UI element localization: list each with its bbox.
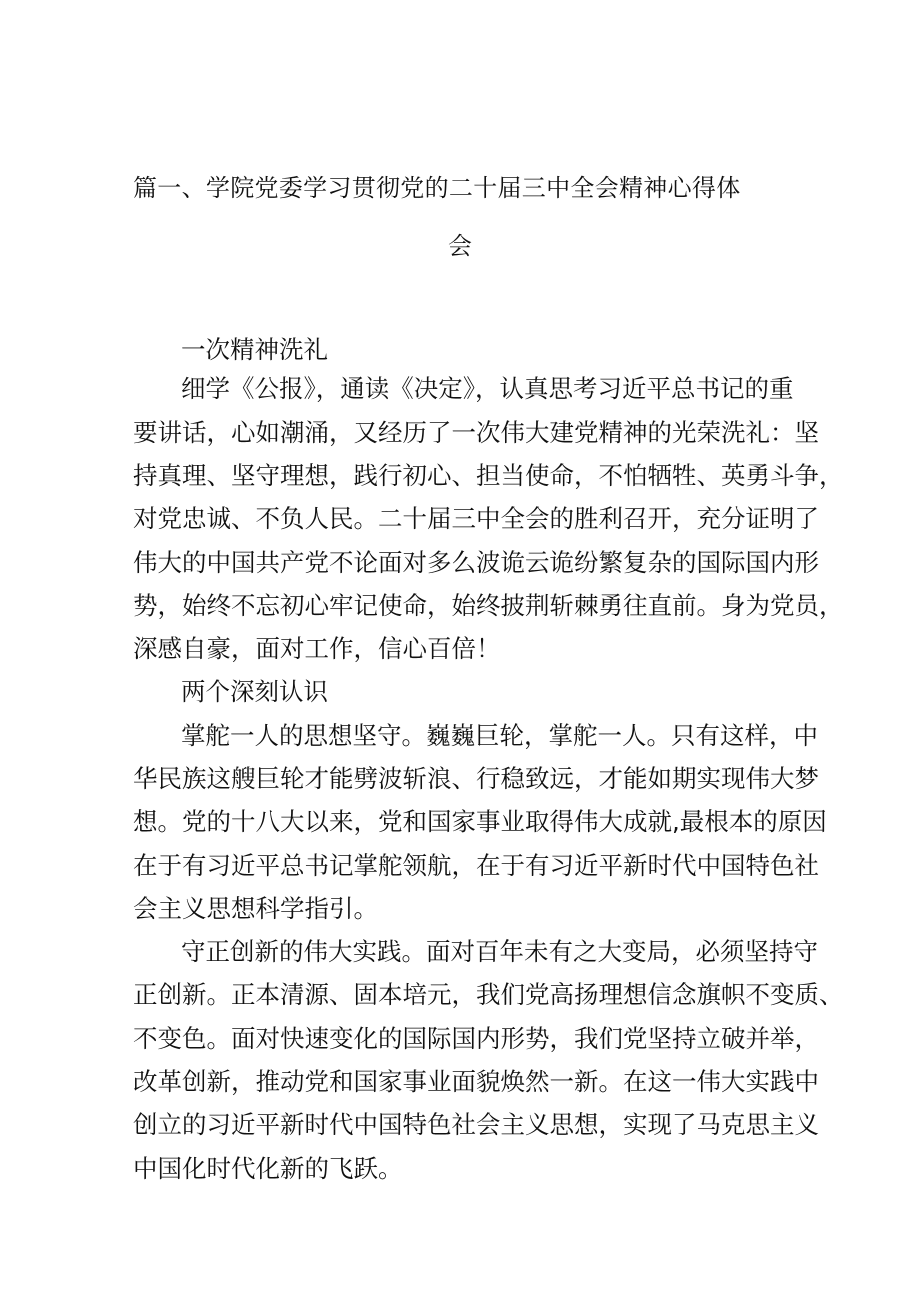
document-title: 篇一、学院党委学习贯彻党的二十届三中全会精神心得体 (133, 174, 741, 202)
paragraph-line: 华民族这艘巨轮才能劈波斩浪、行稳致远，才能如期实现伟大梦 (133, 764, 819, 793)
paragraph-line: 会主义思想科学指引。 (133, 894, 378, 923)
paragraph-line: 势，始终不忘初心牢记使命，始终披荆斩棘勇往直前。身为党员， (133, 591, 844, 620)
paragraph-line: 在于有习近平总书记掌舵领航，在于有习近平新时代中国特色社 (133, 851, 819, 880)
paragraph-line: 持真理、坚守理想，践行初心、担当使命，不怕牺牲、英勇斗争， (133, 461, 844, 490)
paragraph-line: 掌舵一人的思想坚守。巍巍巨轮，掌舵一人。只有这样，中 (181, 721, 818, 750)
paragraph-line: 改革创新，推动党和国家事业面貌焕然一新。在这一伟大实践中 (133, 1067, 819, 1096)
paragraph-line: 正创新。正本清源、固本培元，我们党高扬理想信念旗帜不变质、 (133, 980, 844, 1009)
section-heading: 两个深刻认识 (181, 677, 328, 706)
paragraph-line: 伟大的中国共产党不论面对多么波诡云诡纷繁复杂的国际国内形 (133, 548, 819, 577)
paragraph-line: 想。党的十八大以来，党和国家事业取得伟大成就,最根本的原因 (133, 807, 827, 836)
section-heading: 一次精神洗礼 (181, 335, 328, 364)
paragraph-line: 守正创新的伟大实践。面对百年未有之大变局，必须坚持守 (181, 937, 818, 966)
paragraph-line: 对党忠诚、不负人民。二十届三中全会的胜利召开，充分证明了 (133, 504, 819, 533)
paragraph-line: 不变色。面对快速变化的国际国内形势，我们党坚持立破并举， (133, 1024, 819, 1053)
document-title-continuation: 会 (448, 232, 472, 260)
paragraph-line: 创立的习近平新时代中国特色社会主义思想，实现了马克思主义 (133, 1110, 819, 1139)
paragraph-line: 深感自豪，面对工作，信心百倍！ (133, 634, 501, 663)
paragraph-line: 中国化时代化新的飞跃。 (133, 1154, 403, 1183)
paragraph-line: 细学《公报》，通读《决定》，认真思考习近平总书记的重 (181, 374, 794, 403)
paragraph-line: 要讲话，心如潮涌，又经历了一次伟大建党精神的光荣洗礼：坚 (133, 418, 819, 447)
